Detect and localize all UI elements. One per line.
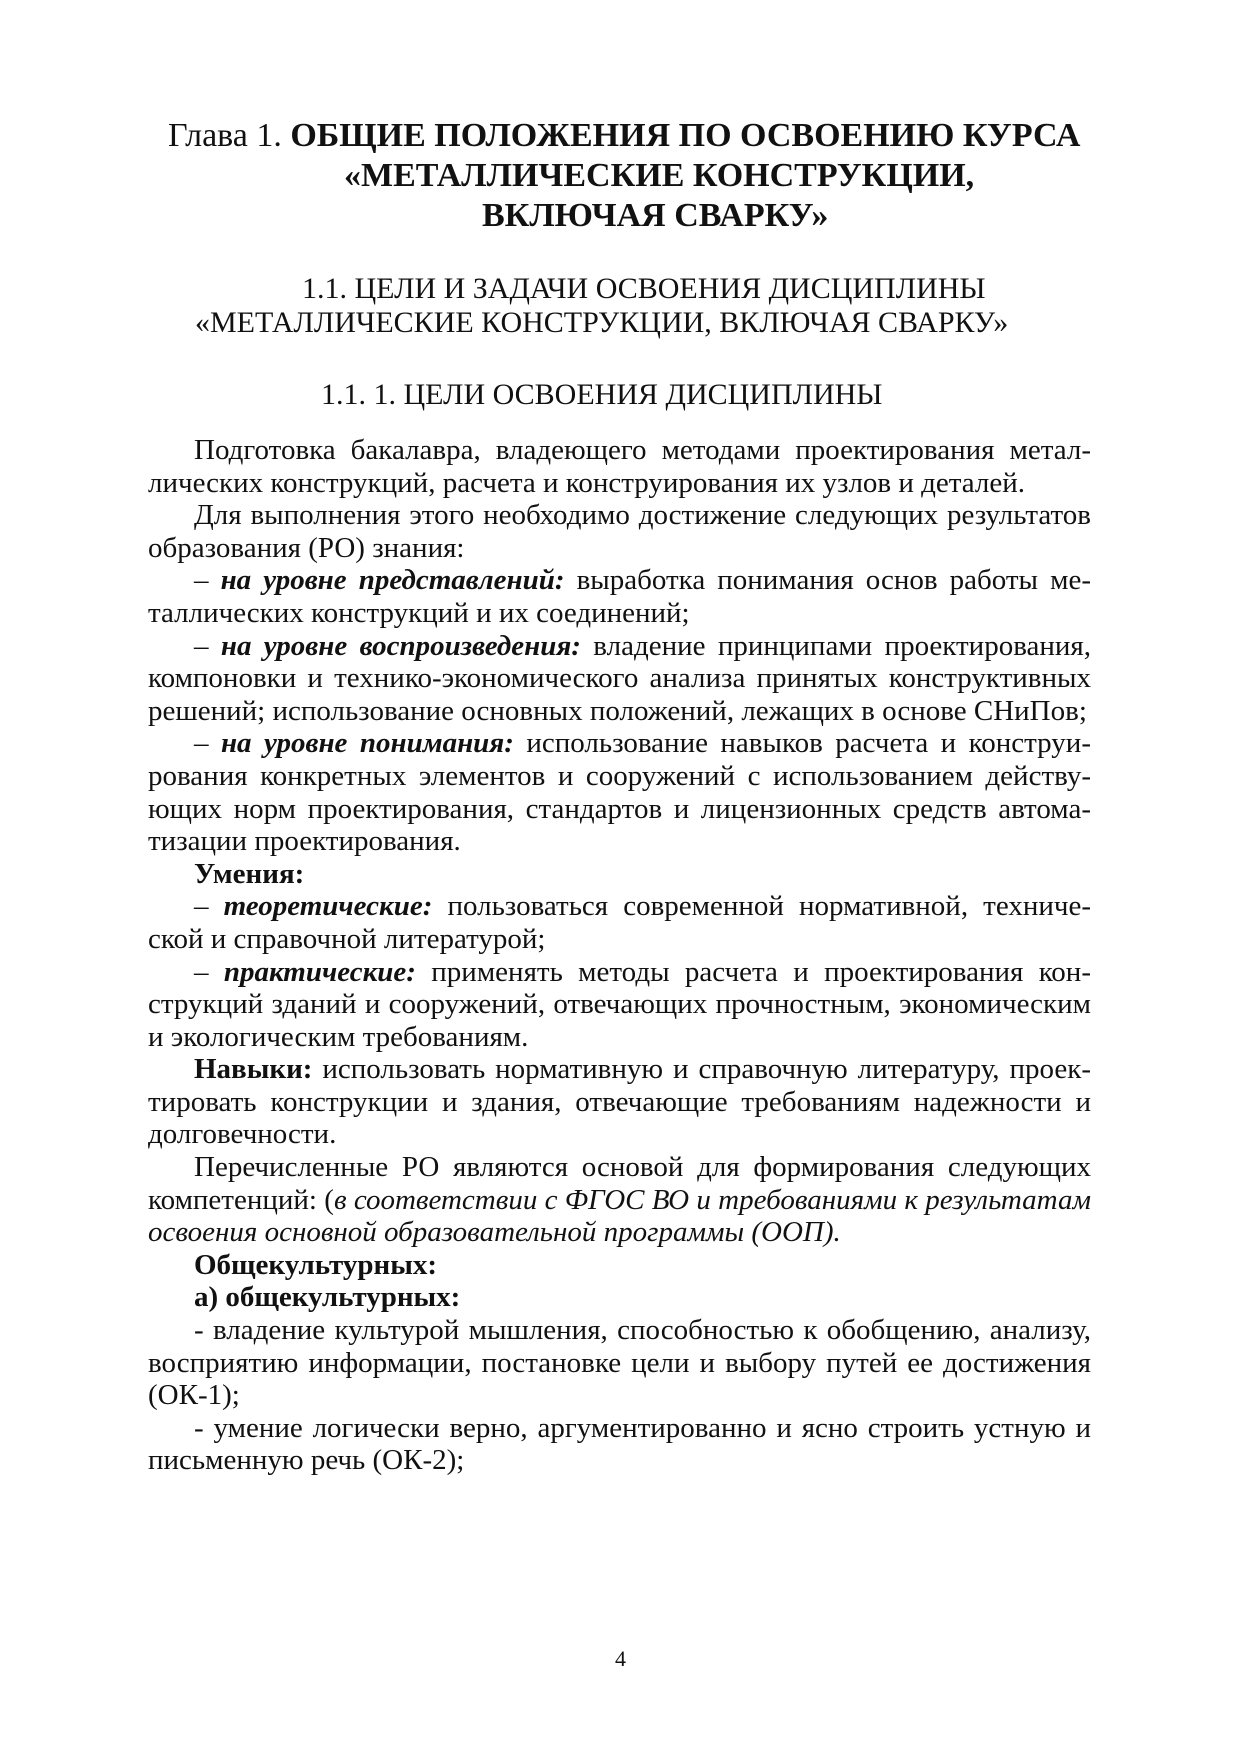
paragraph-results: Для выполнения этого необходимо достижение следующих результатов образования (РО) знания: xyxy=(148,499,1091,564)
body-text xyxy=(148,434,1091,1477)
chapter-title-bold: ОБЩИЕ ПОЛОЖЕНИЯ ПО ОСВОЕНИЮ КУРСА xyxy=(290,117,1081,154)
dash: – xyxy=(194,629,221,662)
term-abilities: Навыки: xyxy=(194,1053,313,1086)
chapter-heading-line-1 xyxy=(168,116,1080,156)
paragraph-intro: Подготовка бакалавра, владеющего методами проектирования металлических конструкций, расчета и конструирования их узлов и деталей. xyxy=(148,434,1091,499)
term-understanding-level: на уровне понимания: xyxy=(220,727,514,760)
term-theoretical: теоретические: xyxy=(223,890,433,923)
dash: – xyxy=(194,955,224,988)
paragraph-reproduction-level xyxy=(148,630,1091,728)
paragraph-practical xyxy=(148,956,1091,1054)
text-competencies: Перечисленные РО являются основой для формирования следующих компетенций: ( xyxy=(148,1151,1091,1216)
text-competencies-italic: в соответствии с ФГОС ВО и требованиями к результатам освоения основной образовательной программы (ООП). xyxy=(148,1183,1091,1249)
paragraph-understanding-level xyxy=(148,727,1091,857)
text-representation-level: выработка понимания основ работы металлических конструкций и их соединений; xyxy=(148,564,1091,629)
term-reproduction-level: на уровне воспроизведения: xyxy=(220,629,581,662)
paragraph-theoretical xyxy=(148,890,1091,955)
term-representation-level: на уровне представлений: xyxy=(220,564,565,597)
paragraph-competencies xyxy=(148,1151,1091,1249)
chapter-heading-line-2: «МЕТАЛЛИЧЕСКИЕ КОНСТРУКЦИИ, xyxy=(344,157,975,194)
chapter-heading-line-3: ВКЛЮЧАЯ СВАРКУ» xyxy=(482,197,829,234)
competency-ok-2: - умение логически верно, аргументированно и ясно строить устную и письменную речь (ОК-2); xyxy=(148,1411,1091,1477)
page-number: 4 xyxy=(615,1646,626,1671)
dash: – xyxy=(194,890,224,923)
text-reproduction-level: владение принципами проектирования, компоновки и технико-экономического анализа принятых конструктивных решений; использование основных положений, лежащих в основе СНиПов; xyxy=(148,629,1091,727)
section-heading-line-2: «МЕТАЛЛИЧЕСКИЕ КОНСТРУКЦИИ, ВКЛЮЧАЯ СВАРКУ» xyxy=(195,306,1009,339)
subsection-heading: 1.1. 1. ЦЕЛИ ОСВОЕНИЯ ДИСЦИПЛИНЫ xyxy=(321,378,883,411)
text-understanding-level: использование навыков расчета и конструирования конкретных элементов и сооружений с использованием действующих норм проектирования, стандартов и лицензионных средств автоматизации проектирования. xyxy=(148,727,1091,858)
section-heading-line-1: 1.1. ЦЕЛИ И ЗАДАЧИ ОСВОЕНИЯ ДИСЦИПЛИНЫ xyxy=(302,272,986,305)
text-practical: применять методы расчета и проектирования конструкций зданий и сооружений, отвечающих прочностным, экономическим и экологическим требованиям. xyxy=(148,955,1092,1053)
term-practical: практические: xyxy=(223,955,416,988)
text-abilities: использовать нормативную и справочную литературу, проектировать конструкции и здания, отвечающие требованиям надежности и долговечности. xyxy=(148,1053,1091,1151)
skills-heading: Умения: xyxy=(194,857,305,890)
paragraph-representation-level xyxy=(148,564,1091,629)
dash: – xyxy=(194,727,221,760)
general-cultural-subheading: а) общекультурных: xyxy=(194,1281,461,1314)
text-theoretical: пользоваться современной нормативной, технической и справочной литературой; xyxy=(148,890,1091,955)
competency-ok-1: - владение культурой мышления, способностью к обобщению, анализу, восприятию информации, постановке цели и выбору путей ее достижения (ОК-1); xyxy=(148,1314,1091,1412)
dash: – xyxy=(194,564,221,597)
general-cultural-heading: Общекультурных: xyxy=(194,1248,437,1281)
paragraph-abilities xyxy=(148,1053,1091,1151)
chapter-prefix: Глава 1. xyxy=(168,117,291,154)
